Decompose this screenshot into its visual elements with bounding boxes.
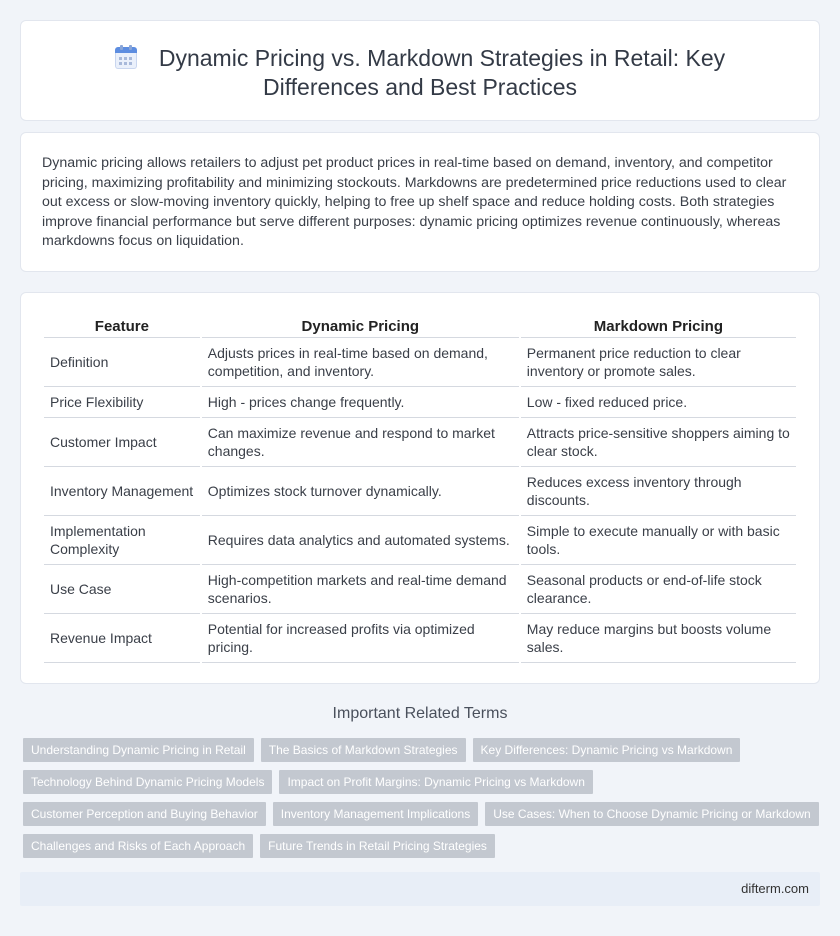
table-row (44, 338, 796, 387)
related-term-tag[interactable]: Inventory Management Implications (273, 802, 478, 826)
intro-card (20, 132, 820, 272)
table-cell: Inventory Management (44, 467, 200, 516)
table-cell: Requires data analytics and automated systems. (202, 516, 519, 565)
related-term-tag[interactable]: Customer Perception and Buying Behavior (23, 802, 266, 826)
related-term-tag[interactable]: Use Cases: When to Choose Dynamic Pricing or Markdown (485, 802, 818, 826)
tag-row (23, 834, 823, 858)
table-cell: Definition (44, 338, 200, 387)
table-cell: Implementation Complexity (44, 516, 200, 565)
related-term-tag[interactable]: Future Trends in Retail Pricing Strategies (260, 834, 495, 858)
table-cell: Customer Impact (44, 418, 200, 467)
comparison-table (42, 316, 798, 663)
table-cell: Price Flexibility (44, 387, 200, 418)
related-term-tag[interactable]: Impact on Profit Margins: Dynamic Pricing vs Markdown (279, 770, 592, 794)
comparison-card (20, 292, 820, 684)
table-cell: High-competition markets and real-time demand scenarios. (202, 565, 519, 614)
related-term-tag[interactable]: The Basics of Markdown Strategies (261, 738, 466, 762)
table-header: Feature (44, 316, 200, 338)
table-header: Dynamic Pricing (202, 316, 519, 338)
table-cell: Optimizes stock turnover dynamically. (202, 467, 519, 516)
footer-site-link[interactable]: difterm.com (741, 881, 809, 896)
related-terms-heading: Important Related Terms (332, 705, 508, 722)
table-row (44, 614, 796, 663)
page-title-wrap (21, 44, 819, 102)
table-cell: Seasonal products or end-of-life stock clearance. (521, 565, 796, 614)
table-cell: Simple to execute manually or with basic tools. (521, 516, 796, 565)
table-row (44, 516, 796, 565)
title-card (20, 20, 820, 121)
table-cell: Reduces excess inventory through discounts. (521, 467, 796, 516)
table-cell: Use Case (44, 565, 200, 614)
table-cell: Adjusts prices in real-time based on demand, competition, and inventory. (202, 338, 519, 387)
related-term-tag[interactable]: Challenges and Risks of Each Approach (23, 834, 253, 858)
calendar-icon (115, 45, 137, 69)
table-cell: May reduce margins but boosts volume sales. (521, 614, 796, 663)
table-cell: High - prices change frequently. (202, 387, 519, 418)
tag-row (23, 770, 823, 794)
related-term-tag[interactable]: Understanding Dynamic Pricing in Retail (23, 738, 254, 762)
table-cell: Attracts price-sensitive shoppers aiming to clear stock. (521, 418, 796, 467)
table-header: Markdown Pricing (521, 316, 796, 338)
related-term-tag[interactable]: Technology Behind Dynamic Pricing Models (23, 770, 272, 794)
tag-row (23, 802, 823, 826)
table-cell: Potential for increased profits via optimized pricing. (202, 614, 519, 663)
table-cell: Revenue Impact (44, 614, 200, 663)
table-cell: Low - fixed reduced price. (521, 387, 796, 418)
table-row (44, 387, 796, 418)
footer (20, 872, 820, 906)
related-term-tag[interactable]: Key Differences: Dynamic Pricing vs Markdown (473, 738, 741, 762)
related-terms-list (23, 738, 823, 866)
tag-row (23, 738, 823, 762)
table-cell: Can maximize revenue and respond to market changes. (202, 418, 519, 467)
table-row (44, 467, 796, 516)
table-cell: Permanent price reduction to clear inventory or promote sales. (521, 338, 796, 387)
table-row (44, 565, 796, 614)
intro-text: Dynamic pricing allows retailers to adjust pet product prices in real-time based on demand, inventory, and competitor pricing, maximizing profitability and minimizing stockouts. Markdowns are predetermined price reductions used to clear out excess or slow-moving inventory quickly, helping to free up shelf space and reduce holding costs. Both strategies improve financial performance but serve different purposes: dynamic pricing optimizes revenue continuously, whereas markdowns focus on liquidation. (42, 155, 787, 250)
table-row (44, 418, 796, 467)
table-header-row (44, 316, 796, 338)
page-title: Dynamic Pricing vs. Markdown Strategies in Retail: Key Differences and Best Practices (158, 45, 726, 100)
